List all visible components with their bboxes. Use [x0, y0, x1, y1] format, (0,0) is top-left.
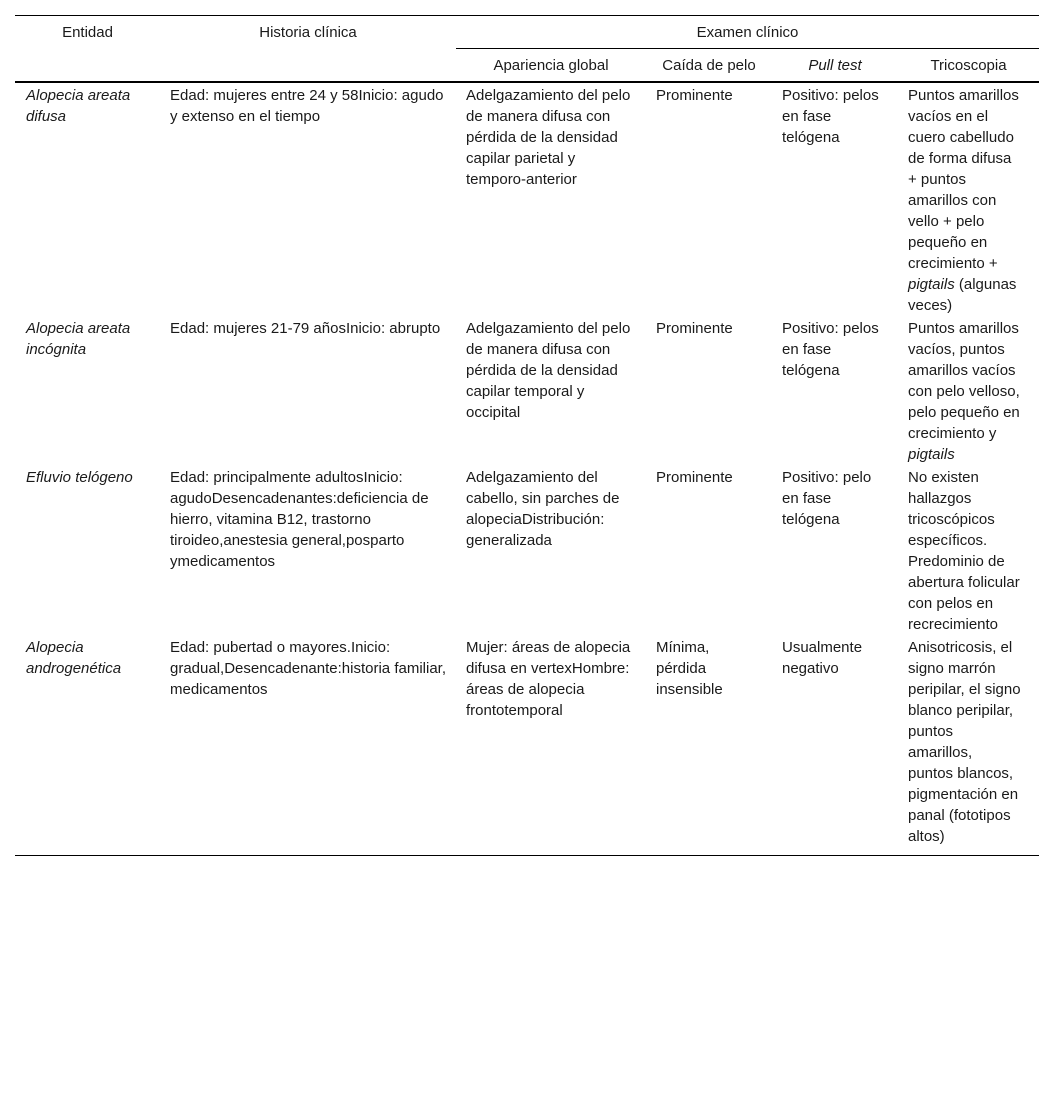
- cell-entidad: Efluvio telógeno: [26, 469, 133, 486]
- cell-tricoscopia: [898, 316, 1039, 465]
- table-row: [15, 635, 1039, 856]
- cell-entidad: Alopecia androgenética: [15, 635, 160, 856]
- table-row: [15, 316, 1039, 465]
- cell-caida: Prominente: [656, 469, 733, 486]
- cell-tricoscopia: [898, 465, 1039, 635]
- table-row: [15, 465, 1039, 635]
- table-header: [15, 16, 1039, 83]
- cell-apariencia: Adelgazamiento del pelo de manera difusa con pérdida de la densidad capilar parietal y temporo-anterior: [466, 87, 631, 188]
- tricoscopia-text: No existen hallazgos tricoscópicos específicos. Predominio de abertura folicular con pelos en recrecimiento: [908, 469, 1020, 633]
- clinical-comparison-table: [15, 15, 1039, 856]
- cell-apariencia: Mujer: áreas de alopecia difusa en vertexHombre: áreas de alopecia frontotemporal: [456, 635, 646, 856]
- cell-historia: Edad: mujeres 21-79 añosInicio: abrupto: [170, 320, 441, 337]
- cell-apariencia: Adelgazamiento del cabello, sin parches de alopeciaDistribución: generalizada: [466, 469, 620, 549]
- cell-historia: Edad: principalmente adultosInicio: agudoDesencadenantes:deficiencia de hierro, vitamina B12, trastorno tiroideo,anestesia general,posparto ymedicamentos: [170, 469, 429, 570]
- table-row: [15, 82, 1039, 316]
- header-entidad: Entidad: [62, 23, 113, 41]
- cell-historia: Edad: pubertad o mayores.Inicio: gradual,Desencadenante:historia familiar, medicamentos: [160, 635, 456, 856]
- cell-pull-test: Positivo: pelos en fase telógena: [782, 320, 879, 379]
- cell-historia: Edad: mujeres entre 24 y 58Inicio: agudo y extenso en el tiempo: [170, 87, 444, 125]
- cell-entidad: Alopecia areata incógnita: [26, 320, 131, 358]
- header-examen: Examen clínico: [456, 16, 1039, 49]
- header-tricoscopia: Tricoscopia: [898, 49, 1039, 83]
- header-blank-1: [15, 49, 160, 83]
- tricoscopia-text: Puntos amarillos vacíos, puntos amarillos vacíos con pelo velloso, pelo pequeño en crecimiento y: [908, 320, 1020, 442]
- cell-tricoscopia: [898, 82, 1039, 316]
- tricoscopia-tail: (algunas veces): [908, 276, 1017, 314]
- cell-caida: Prominente: [656, 320, 733, 337]
- cell-entidad: Alopecia areata difusa: [26, 87, 131, 125]
- header-blank-2: [160, 49, 456, 83]
- cell-pull-test: Positivo: pelo en fase telógena: [782, 469, 872, 528]
- header-pull-test: Pull test: [772, 49, 898, 83]
- cell-tricoscopia: [898, 635, 1039, 856]
- tricoscopia-text: Puntos amarillos vacíos en el cuero cabelludo de forma difusa + puntos amarillos con vello + pelo pequeño en crecimiento +: [908, 87, 1019, 272]
- header-historia: Historia clínica: [259, 23, 357, 41]
- header-caida: Caída de pelo: [646, 49, 772, 83]
- tricoscopia-italic: pigtails: [908, 276, 955, 293]
- tricoscopia-italic: pigtails: [908, 446, 955, 463]
- cell-apariencia: Adelgazamiento del pelo de manera difusa con pérdida de la densidad capilar temporal y occipital: [466, 320, 631, 421]
- cell-caida: Prominente: [656, 87, 733, 104]
- tricoscopia-text: Anisotricosis, el signo marrón peripilar, el signo blanco peripilar, puntos amarillos, puntos blancos, pigmentación en panal (fototipos altos): [908, 639, 1021, 845]
- header-apariencia: Apariencia global: [456, 49, 646, 83]
- cell-caida: Mínima, pérdida insensible: [646, 635, 772, 856]
- cell-pull-test: Usualmente negativo: [772, 635, 898, 856]
- cell-pull-test: Positivo: pelos en fase telógena: [782, 87, 879, 146]
